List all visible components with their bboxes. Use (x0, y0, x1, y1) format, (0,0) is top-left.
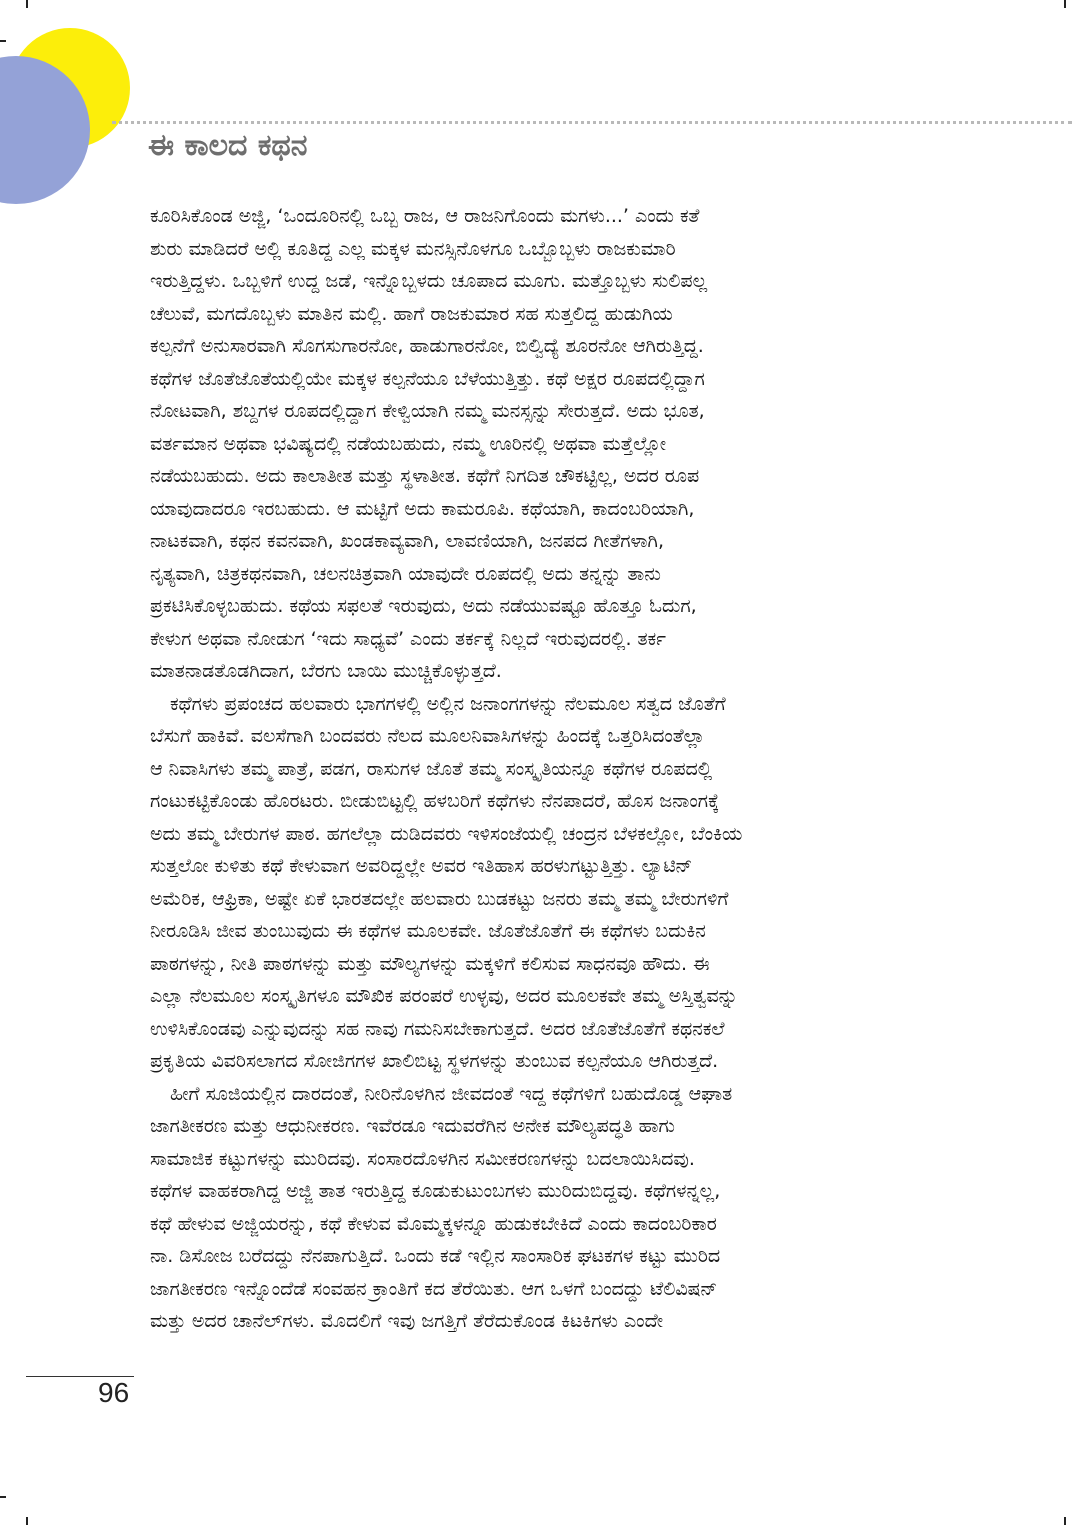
page-number: 96 (98, 1377, 130, 1408)
text-line: ಕಲ್ಪನೆಗೆ ಅನುಸಾರವಾಗಿ ಸೊಗಸುಗಾರನೋ, ಹಾಡುಗಾರನೋ, ಬಿಲ್ವಿದ್ಯೆ ಶೂರನೋ ಆಗಿರುತ್ತಿದ್ದ. (150, 335, 704, 357)
text-line: ಉಳಿಸಿಕೊಂಡವು ಎನ್ನುವುದನ್ನು ಸಹ ನಾವು ಗಮನಿಸಬೇಕಾಗುತ್ತದೆ. ಅದರ ಜೊತೆಜೊತೆಗೆ ಕಥನಕಲೆ (150, 1017, 725, 1040)
text-line: ಚೆಲುವೆ, ಮಗದೊಬ್ಬಳು ಮಾತಿನ ಮಲ್ಲಿ. ಹಾಗೆ ರಾಜಕುಮಾರ ಸಹ ಸುತ್ತಲಿದ್ದ ಹುಡುಗಿಯ (150, 302, 673, 325)
text-line: ನೋಟವಾಗಿ, ಶಬ್ದಗಳ ರೂಪದಲ್ಲಿದ್ದಾಗ ಕೇಳ್ವಿಯಾಗಿ ನಮ್ಮ ಮನಸ್ಸನ್ನು ಸೇರುತ್ತದೆ. ಅದು ಭೂತ, (150, 400, 705, 422)
text-line: ನಾಟಕವಾಗಿ, ಕಥನ ಕವನವಾಗಿ, ಖಂಡಕಾವ್ಯವಾಗಿ, ಲಾವಣಿಯಾಗಿ, ಜನಪದ ಗೀತೆಗಳಾಗಿ, (150, 530, 664, 552)
text-line: ಮಾತನಾಡತೊಡಗಿದಾಗ, ಬೆರಗು ಬಾಯಿ ಮುಚ್ಚಿಕೊಳ್ಳುತ್ತದೆ. (150, 660, 502, 682)
text-line: ಕಥೆಗಳು ಪ್ರಪಂಚದ ಹಲವಾರು ಭಾಗಗಳಲ್ಲಿ ಅಲ್ಲಿನ ಜನಾಂಗಗಳನ್ನು ನೆಲಮೂಲ ಸತ್ವದ ಜೊತೆಗೆ (170, 692, 726, 715)
text-line: ಗಂಟುಕಟ್ಟಿಕೊಂಡು ಹೊರಟರು. ಬೀಡುಬಿಟ್ಟಲ್ಲಿ ಹಳಬರಿಗೆ ಕಥೆಗಳು ನೆನಪಾದರೆ, ಹೊಸ ಜನಾಂಗಕ್ಕೆ (150, 790, 720, 812)
text-line: ಇರುತ್ತಿದ್ದಳು. ಒಬ್ಬಳಿಗೆ ಉದ್ದ ಜಡೆ, ಇನ್ನೊಬ್ಬಳದು ಚೂಪಾದ ಮೂಗು. ಮತ್ತೊಬ್ಬಳು ಸುಲಿಪಲ್ಲ (150, 270, 708, 292)
text-line: ಜಾಗತೀಕರಣ ಮತ್ತು ಆಧುನೀಕರಣ. ಇವೆರಡೂ ಇದುವರೆಗಿನ ಅನೇಕ ಮೌಲ್ಯಪದ್ಧತಿ ಹಾಗು (150, 1115, 675, 1137)
text-line: ಆ ನಿವಾಸಿಗಳು ತಮ್ಮ ಪಾತ್ರೆ, ಪಡಗ, ರಾಸುಗಳ ಜೊತೆ ತಮ್ಮ ಸಂಸ್ಕೃತಿಯನ್ನೂ ಕಥೆಗಳ ರೂಪದಲ್ಲಿ (150, 757, 713, 780)
text-line: ಕಥೆಗಳ ಜೊತೆಜೊತೆಯಲ್ಲಿಯೇ ಮಕ್ಕಳ ಕಲ್ಪನೆಯೂ ಬೆಳೆಯುತ್ತಿತ್ತು. ಕಥೆ ಅಕ್ಷರ ರೂಪದಲ್ಲಿದ್ದಾಗ (150, 367, 705, 390)
text-line: ನೃತ್ಯವಾಗಿ, ಚಿತ್ರಕಥನವಾಗಿ, ಚಲನಚಿತ್ರವಾಗಿ ಯಾವುದೇ ರೂಪದಲ್ಲಿ ಅದು ತನ್ನನ್ನು ತಾನು (150, 562, 661, 585)
text-line: ಅಮೆರಿಕ, ಆಫ್ರಿಕಾ, ಅಷ್ಟೇ ಏಕೆ ಭಾರತದಲ್ಲೇ ಹಲವಾರು ಬುಡಕಟ್ಟು ಜನರು ತಮ್ಮ ತಮ್ಮ ಬೇರುಗಳಿಗೆ (150, 887, 729, 910)
section-heading: ಈ ಕಾಲದ ಕಥನ (148, 128, 308, 163)
text-line: ಕಥೆಗಳ ವಾಹಕರಾಗಿದ್ದ ಅಜ್ಜಿ ತಾತ ಇರುತ್ತಿದ್ದ ಕೂಡುಕುಟುಂಬಗಳು ಮುರಿದುಬಿದ್ದವು. ಕಥೆಗಳನ್ನಲ್ಲ, (150, 1180, 721, 1202)
text-line: ಯಾವುದಾದರೂ ಇರಬಹುದು. ಆ ಮಟ್ಟಿಗೆ ಅದು ಕಾಮರೂಪಿ. ಕಥೆಯಾಗಿ, ಕಾದಂಬರಿಯಾಗಿ, (150, 497, 695, 520)
text-line: ಹೀಗೆ ಸೂಜಿಯಲ್ಲಿನ ದಾರದಂತೆ, ನೀರಿನೊಳಗಿನ ಜೀವದಂತೆ ಇದ್ದ ಕಥೆಗಳಿಗೆ ಬಹುದೊಡ್ಡ ಆಘಾತ (170, 1082, 733, 1105)
text-line: ಕೇಳುಗ ಅಥವಾ ನೋಡುಗ ‘ಇದು ಸಾಧ್ಯವೆ’ ಎಂದು ತರ್ಕಕ್ಕೆ ನಿಲ್ಲದೆ ಇರುವುದರಲ್ಲಿ. ತರ್ಕ (150, 627, 667, 650)
text-line: ಸುತ್ತಲೋ ಕುಳಿತು ಕಥೆ ಕೇಳುವಾಗ ಅವರಿದ್ದಲ್ಲೇ ಅವರ ಇತಿಹಾಸ ಹರಳುಗಟ್ಟುತ್ತಿತ್ತು. ಲ್ಯಾಟಿನ್ (150, 855, 693, 877)
text-line: ಪ್ರಕೃತಿಯ ವಿವರಿಸಲಾಗದ ಸೋಜಿಗಗಳ ಖಾಲಿಬಿಟ್ಟ ಸ್ಥಳಗಳನ್ನು ತುಂಬುವ ಕಲ್ಪನೆಯೂ ಆಗಿರುತ್ತದೆ. (150, 1050, 719, 1072)
text-line: ವರ್ತಮಾನ ಅಥವಾ ಭವಿಷ್ಯದಲ್ಲಿ ನಡೆಯಬಹುದು, ನಮ್ಮ ಊರಿನಲ್ಲಿ ಅಥವಾ ಮತ್ತೆಲ್ಲೋ (150, 432, 667, 455)
text-line: ಪಾಠಗಳನ್ನು, ನೀತಿ ಪಾಠಗಳನ್ನು ಮತ್ತು ಮೌಲ್ಯಗಳನ್ನು ಮಕ್ಕಳಿಗೆ ಕಲಿಸುವ ಸಾಧನವೂ ಹೌದು. ಈ (150, 952, 710, 975)
text-line: ಸಾಮಾಜಿಕ ಕಟ್ಟುಗಳನ್ನು ಮುರಿದವು. ಸಂಸಾರದೊಳಗಿನ ಸಮೀಕರಣಗಳನ್ನು ಬದಲಾಯಿಸಿದವು. (150, 1147, 695, 1170)
text-line: ನಾ. ಡಿಸೋಜ ಬರೆದದ್ದು ನೆನಪಾಗುತ್ತಿದೆ. ಒಂದು ಕಡೆ ಇಲ್ಲಿನ ಸಾಂಸಾರಿಕ ಘಟಕಗಳ ಕಟ್ಟು ಮುರಿದ (150, 1245, 721, 1267)
crop-mark-left-lower (0, 1496, 6, 1498)
text-line: ಕಥೆ ಹೇಳುವ ಅಜ್ಜಿಯರನ್ನು, ಕಥೆ ಕೇಳುವ ಮೊಮ್ಮಕ್ಕಳನ್ನೂ ಹುಡುಕಬೇಕಿದೆ ಎಂದು ಕಾದಂಬರಿಕಾರ (150, 1212, 717, 1235)
crop-mark-bottom-left (26, 1517, 28, 1525)
crop-mark-top-right (1064, 0, 1066, 8)
text-line: ಕೂರಿಸಿಕೊಂಡ ಅಜ್ಜಿ, ‘ಒಂದೂರಿನಲ್ಲಿ ಒಬ್ಬ ರಾಜ, ಆ ರಾಜನಿಗೊಂದು ಮಗಳು...’ ಎಂದು ಕತೆ (150, 205, 700, 227)
body-text (150, 200, 950, 1338)
text-line: ಜಾಗತೀಕರಣ ಇನ್ನೊಂದೆಡೆ ಸಂವಹನ ಕ್ರಾಂತಿಗೆ ಕದ ತೆರೆಯಿತು. ಆಗ ಒಳಗೆ ಬಂದದ್ದು ಟೆಲಿವಿಷನ್ (150, 1277, 718, 1300)
text-line: ಎಲ್ಲಾ ನೆಲಮೂಲ ಸಂಸ್ಕೃತಿಗಳೂ ಮೌಖಿಕ ಪರಂಪರೆ ಉಳ್ಳವು, ಅದರ ಮೂಲಕವೇ ತಮ್ಮ ಅಸ್ತಿತ್ವವನ್ನು (150, 985, 738, 1007)
text-line: ನಡೆಯಬಹುದು. ಅದು ಕಾಲಾತೀತ ಮತ್ತು ಸ್ಥಳಾತೀತ. ಕಥೆಗೆ ನಿಗದಿತ ಚೌಕಟ್ಟಿಲ್ಲ, ಅದರ ರೂಪ (150, 465, 700, 487)
text-line: ಅದು ತಮ್ಮ ಬೇರುಗಳ ಪಾಠ. ಹಗಲೆಲ್ಲಾ ದುಡಿದವರು ಇಳಿಸಂಜೆಯಲ್ಲಿ ಚಂದ್ರನ ಬೆಳಕಲ್ಲೋ, ಬೆಂಕಿಯ (150, 822, 743, 845)
text-line: ಬೆಸುಗೆ ಹಾಕಿವೆ. ವಲಸೆಗಾಗಿ ಬಂದವರು ನೆಲದ ಮೂಲನಿವಾಸಿಗಳನ್ನು ಹಿಂದಕ್ಕೆ ಒತ್ತರಿಸಿದಂತೆಲ್ಲಾ (150, 725, 705, 747)
text-line: ಮತ್ತು ಅದರ ಚಾನೆಲ್‌ಗಳು. ಮೊದಲಿಗೆ ಇವು ಜಗತ್ತಿಗೆ ತೆರೆದುಕೊಂಡ ಕಿಟಕಿಗಳು ಎಂದೇ (150, 1310, 664, 1332)
corner-decoration (0, 0, 140, 220)
text-line: ನೀರೂಡಿಸಿ ಜೀವ ತುಂಬುವುದು ಈ ಕಥೆಗಳ ಮೂಲಕವೇ. ಜೊತೆಜೊತೆಗೆ ಈ ಕಥೆಗಳು ಬದುಕಿನ (150, 920, 706, 942)
crop-mark-bottom-right (1064, 1517, 1066, 1525)
text-line: ಪ್ರಕಟಿಸಿಕೊಳ್ಳಬಹುದು. ಕಥೆಯ ಸಫಲತೆ ಇರುವುದು, ಅದು ನಡೆಯುವಷ್ಟೂ ಹೊತ್ತೂ ಓದುಗ, (150, 595, 697, 617)
text-line: ಶುರು ಮಾಡಿದರೆ ಅಲ್ಲಿ ಕೂತಿದ್ದ ಎಲ್ಲ ಮಕ್ಕಳ ಮನಸ್ಸಿನೊಳಗೂ ಒಬ್ಬೊಬ್ಬಳು ರಾಜಕುಮಾರಿ (150, 237, 676, 260)
